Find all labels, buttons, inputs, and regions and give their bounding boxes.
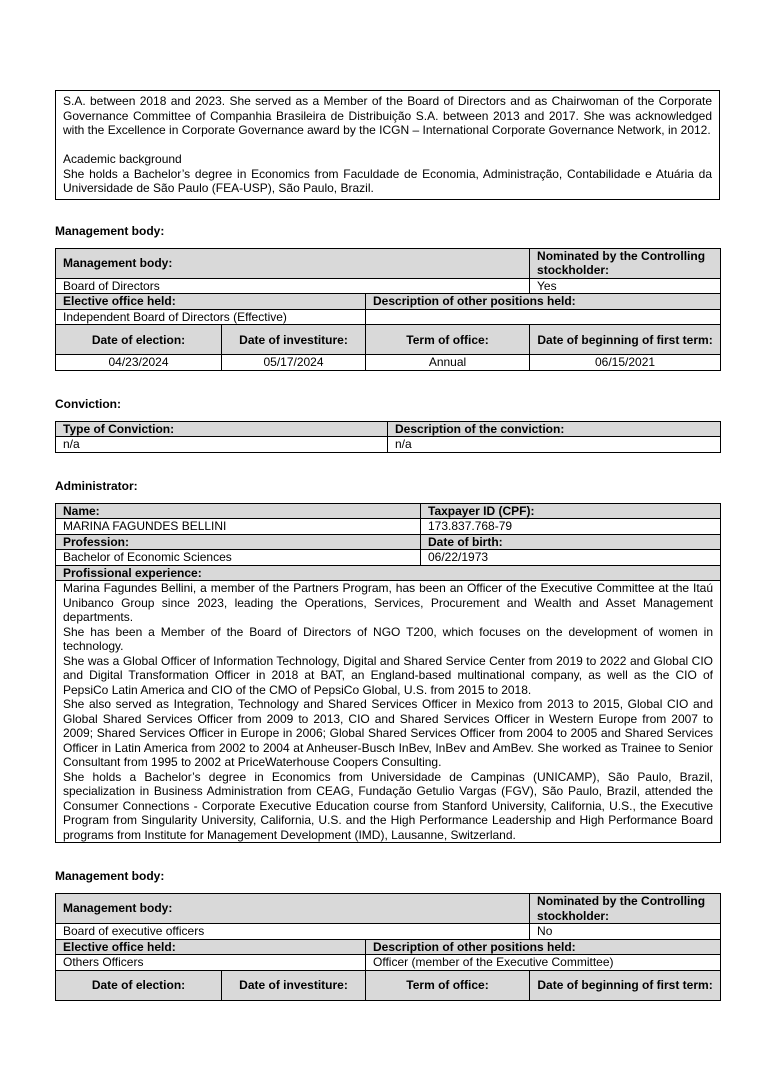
academic-background-text: She holds a Bachelor’s degree in Economics from Faculdade de Economia, Administração, Contabilidade e Atuária da Universidade de São Paulo (FEA-USP), São Paulo, Brazil.: [63, 166, 712, 195]
document-page: [55, 90, 720, 1001]
elective-office-value: Independent Board of Directors (Effective): [56, 309, 366, 325]
header-management-body: Management body:: [56, 894, 530, 924]
header-professional-experience: Profissional experience:: [56, 565, 721, 581]
header-type-of-conviction: Type of Conviction:: [56, 421, 388, 437]
section-title-management-body-2: Management body:: [55, 869, 165, 883]
header-nominated: Nominated by the Controlling stockholder:: [530, 894, 721, 924]
header-taxpayer-id: Taxpayer ID (CPF):: [421, 503, 721, 519]
experience-paragraph: She was a Global Officer of Information Technology, Digital and Shared Service Center from 2019 to 2022 and Global CIO and Digital Transformation Officer in 2018 at BAT, an England-based multinational company, as well as the CIO of PepsiCo Latin America and CIO of the CMO of PepsiCo Global, U.S. from 2015 to 2018.: [63, 653, 713, 697]
management-body-table-2: [55, 893, 721, 1001]
header-term-of-office: Term of office:: [366, 325, 530, 355]
date-of-birth-value: 06/22/1973: [421, 550, 721, 566]
header-nominated: Nominated by the Controlling stockholder:: [530, 248, 721, 278]
header-conviction-description: Description of the conviction:: [388, 421, 721, 437]
experience-paragraph: She has been a Member of the Board of Directors of NGO T200, which focuses on the development of women in technology.: [63, 624, 713, 653]
header-date-of-investiture: Date of investiture:: [222, 970, 366, 1000]
header-elective-office: Elective office held:: [56, 939, 366, 955]
term-of-office-value: Annual: [366, 355, 530, 371]
other-positions-value: Officer (member of the Executive Committee): [366, 955, 721, 971]
conviction-description-value: n/a: [388, 437, 721, 453]
header-date-of-investiture: Date of investiture:: [222, 325, 366, 355]
section-title-administrator: Administrator:: [55, 478, 138, 493]
taxpayer-id-value: 173.837.768-79: [421, 519, 721, 535]
administrator-table: [55, 503, 721, 844]
header-date-of-birth: Date of birth:: [421, 534, 721, 550]
date-of-investiture-value: 05/17/2024: [222, 355, 366, 371]
header-profession: Profession:: [56, 534, 421, 550]
nominated-value: Yes: [530, 278, 721, 294]
other-positions-value: [366, 309, 721, 325]
elective-office-value: Others Officers: [56, 955, 366, 971]
conviction-type-value: n/a: [56, 437, 388, 453]
experience-paragraph: She holds a Bachelor’s degree in Economics from Universidade de Campinas (UNICAMP), São Paulo, Brazil, specialization in Business Administration from CEAG, Fundação Getulio Vargas (FGV), São Paulo, Brazil, attended the Consumer Connections - Corporate Executive Education course from Stanford University, California, U.S., the Executive Program from Singularity University, California, U.S. and the High Performance Leadership and High Performance Board programs from Institute for Management Development (IMD), Lausanne, Switzerland.: [63, 769, 713, 842]
academic-background-title: Academic background: [63, 152, 182, 166]
first-term-value: 06/15/2021: [530, 355, 721, 371]
bio-continuation-box: [55, 90, 720, 200]
header-other-positions: Description of other positions held:: [366, 294, 721, 310]
nominated-value: No: [530, 924, 721, 940]
management-body-value: Board of Directors: [56, 278, 530, 294]
experience-paragraph: She also served as Integration, Technology and Shared Services Officer in Mexico from 2013 to 2015, Global CIO and Global Shared Services Officer from 2009 to 2013, CIO and Shared Services Officer in Western Europe from 2007 to 2009; Shared Services Officer in Europe in 2006; Global Shared Services Officer from 2004 to 2005 and Shared Services Officer in Latin America from 2002 to 2004 at Anheuser-Busch InBev, InBev and AmBev. She worked as Trainee to Senior Consultant from 1995 to 2002 at PriceWaterhouse Coopers Consulting.: [63, 697, 713, 769]
header-date-of-election: Date of election:: [56, 325, 222, 355]
section-title-conviction: Conviction:: [55, 396, 121, 411]
section-title-management-body-1: Management body:: [55, 223, 165, 238]
header-date-of-election: Date of election:: [56, 970, 222, 1000]
professional-experience-cell: [56, 581, 721, 843]
management-body-value: Board of executive officers: [56, 924, 530, 940]
header-elective-office: Elective office held:: [56, 294, 366, 310]
header-term-of-office: Term of office:: [366, 970, 530, 1000]
management-body-table-1: [55, 248, 721, 371]
profession-value: Bachelor of Economic Sciences: [56, 550, 421, 566]
name-value: MARINA FAGUNDES BELLINI: [56, 519, 421, 535]
header-name: Name:: [56, 503, 421, 519]
conviction-table: [55, 421, 721, 453]
date-of-election-value: 04/23/2024: [56, 355, 222, 371]
header-other-positions: Description of other positions held:: [366, 939, 721, 955]
header-first-term: Date of beginning of first term:: [530, 970, 721, 1000]
experience-paragraph: Marina Fagundes Bellini, a member of the Partners Program, has been an Officer of the Executive Committee at the Itaú Unibanco Group since 2023, leading the Operations, Services, Procurement and Wealth and Asset Management departments.: [63, 581, 713, 624]
bio-paragraph: S.A. between 2018 and 2023. She served as a Member of the Board of Directors and as Chairwoman of the Corporate Governance Committee of Companhia Brasileira de Distribuição S.A. between 2013 and 2017. She was acknowledged with the Excellence in Corporate Governance award by the ICGN – International Corporate Governance Network, in 2012.: [63, 94, 712, 137]
header-first-term: Date of beginning of first term:: [530, 325, 721, 355]
header-management-body: Management body:: [56, 248, 530, 278]
